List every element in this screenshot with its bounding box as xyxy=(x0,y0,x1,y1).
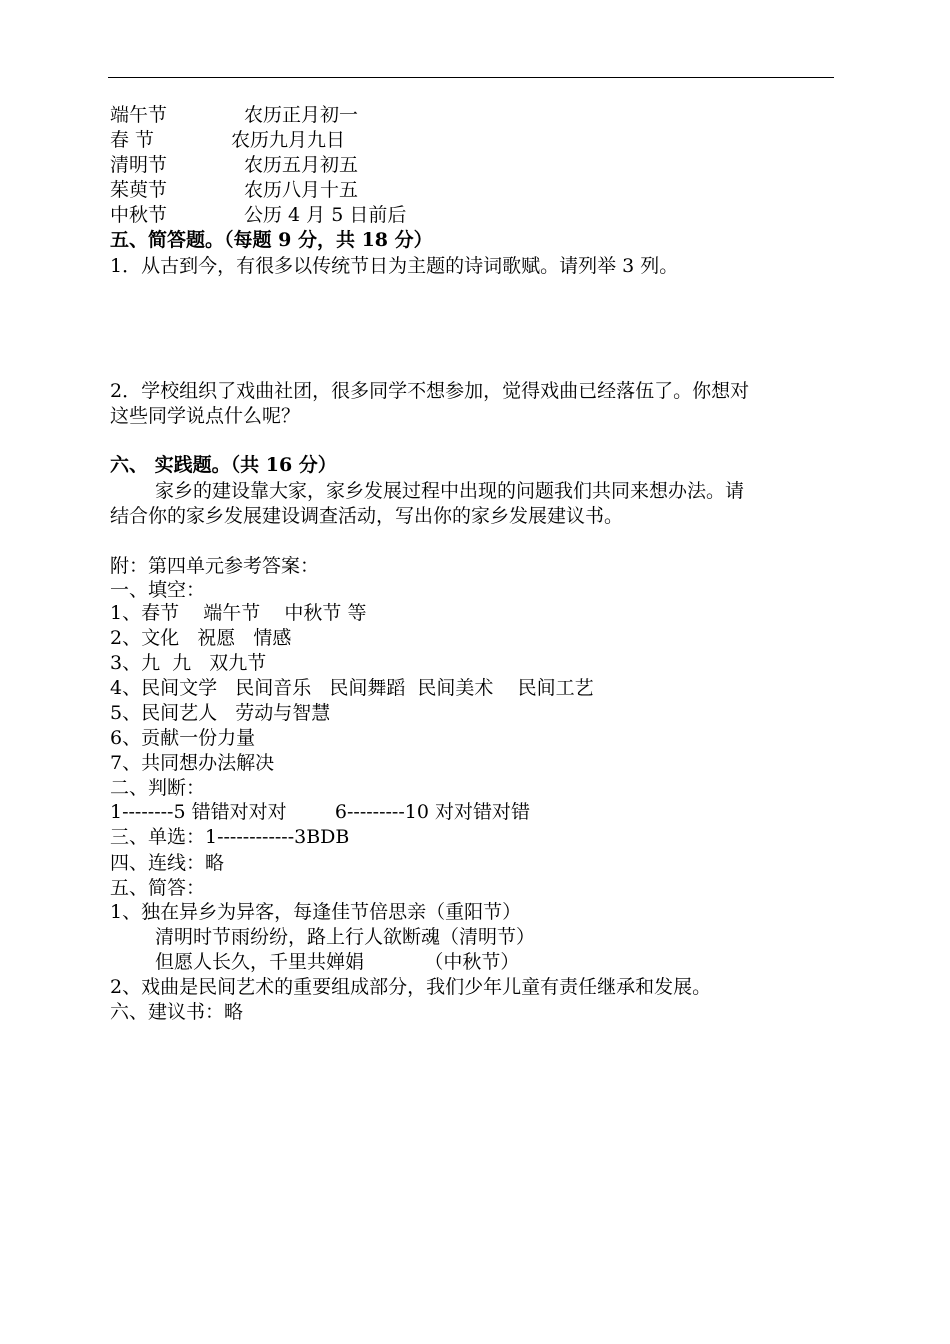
header-rule xyxy=(108,77,834,78)
answers-short-1a: 1、独在异乡为异客，每逢佳节倍思亲（重阳节） xyxy=(110,901,522,923)
festival-left-4: 茱萸节 xyxy=(110,179,168,201)
festival-left-5: 中秋节 xyxy=(110,204,168,226)
festival-right-5: 公历 4 月 5 日前后 xyxy=(244,204,407,226)
answers-fill-5: 5、民间艺人 劳动与智慧 xyxy=(110,702,331,724)
festival-left-1: 端午节 xyxy=(110,104,168,126)
answers-title: 附：第四单元参考答案： xyxy=(110,555,320,577)
answers-link: 四、连线：略 xyxy=(110,852,225,874)
section5-question-2-line1: 2．学校组织了戏曲社团，很多同学不想参加，觉得戏曲已经落伍了。你想对 xyxy=(110,380,750,402)
section5-heading: 五、简答题。（每题 9 分，共 18 分） xyxy=(110,229,433,251)
answers-judge-heading: 二、判断： xyxy=(110,777,206,799)
answers-fill-6: 6、贡献一份力量 xyxy=(110,727,256,749)
festival-left-3: 清明节 xyxy=(110,154,168,176)
section5-question-1: 1．从古到今，有很多以传统节日为主题的诗词歌赋。请列举 3 列。 xyxy=(110,255,679,277)
section6-heading: 六、 实践题。（共 16 分） xyxy=(110,454,337,476)
answers-short-1b: 清明时节雨纷纷，路上行人欲断魂（清明节） xyxy=(155,926,536,948)
festival-right-4: 农历八月十五 xyxy=(244,179,359,201)
section6-body-line2: 结合你的家乡发展建设调查活动，写出你的家乡发展建议书。 xyxy=(110,505,624,527)
answers-short-heading: 五、简答： xyxy=(110,877,206,899)
section6-body-line1: 家乡的建设靠大家，家乡发展过程中出现的问题我们共同来想办法。请 xyxy=(155,480,745,502)
answers-fill-4: 4、民间文学 民间音乐 民间舞蹈 民间美术 民间工艺 xyxy=(110,677,594,699)
section5-question-2-line2: 这些同学说点什么呢？ xyxy=(110,405,301,427)
answers-fill-3: 3、九 九 双九节 xyxy=(110,652,267,674)
answers-judge: 1--------5 错错对对对 6---------10 对对错对错 xyxy=(110,801,530,823)
answers-choice: 三、单选：1------------3BDB xyxy=(110,826,350,848)
answers-fill-1: 1、春节 端午节 中秋节 等 xyxy=(110,602,367,624)
festival-left-2: 春 节 xyxy=(110,129,155,151)
answers-fill-2: 2、文化 祝愿 情感 xyxy=(110,627,292,649)
answers-short-1c: 但愿人长久，千里共婵娟 （中秋节） xyxy=(155,951,520,973)
answers-short-2: 2、戏曲是民间艺术的重要组成部分，我们少年儿童有责任继承和发展。 xyxy=(110,976,712,998)
answers-fill-heading: 一、填空： xyxy=(110,579,206,601)
festival-right-3: 农历五月初五 xyxy=(244,154,359,176)
answers-proposal: 六、建议书：略 xyxy=(110,1001,244,1023)
answers-fill-7: 7、共同想办法解决 xyxy=(110,752,275,774)
festival-right-2: 农历九月九日 xyxy=(231,129,346,151)
festival-right-1: 农历正月初一 xyxy=(244,104,359,126)
